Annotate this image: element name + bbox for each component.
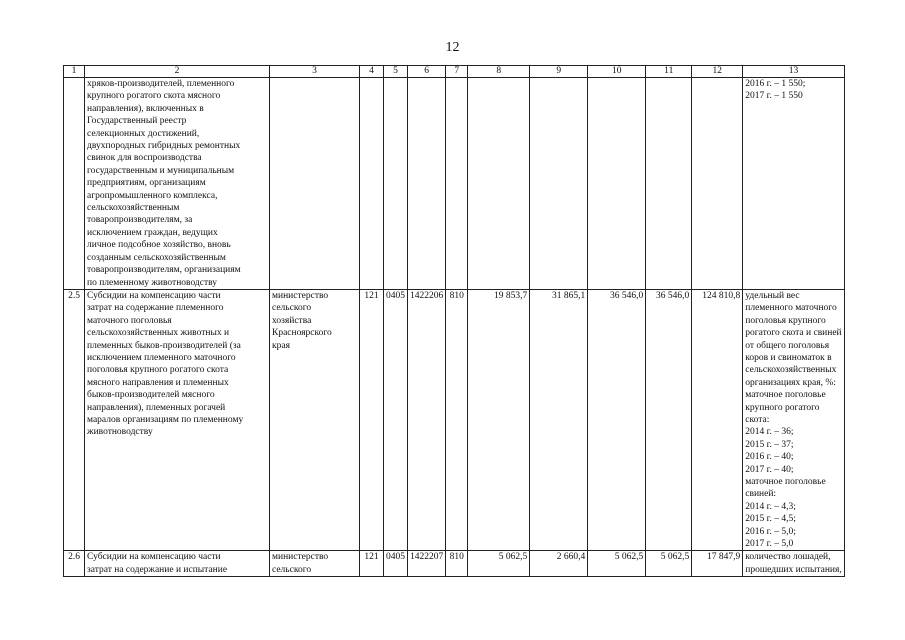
text-line: сельскохозяйственных [745,365,837,376]
text-line: Субсидии на компенсацию части [87,552,221,563]
total-amount-cell: 17 847,9 [692,551,743,577]
code-expense-type-cell: 810 [446,551,468,577]
page-number: 12 [445,40,460,55]
table-row [64,289,845,551]
measure-name-cell [85,289,270,551]
code-target-cell: 1422206 [408,289,446,551]
column-header: 3 [270,66,360,78]
text-line: товаропроизводителям, за [87,215,193,226]
expected-result-cell [743,551,845,577]
text-line: товаропроизводителям, организациям [87,265,241,276]
administrator-cell [270,289,360,551]
text-line: исключением племенного маточного [87,352,236,363]
row-number-cell [64,78,85,290]
text-line: маточное поголовье [745,477,826,487]
amount-cell: 5 062,5 [646,551,692,577]
text-line: количество лошадей, [745,552,831,563]
text-line: крупного рогатого скота мясного [87,91,221,102]
text-line: Государственный реестр [87,116,187,127]
column-header: 8 [468,66,530,78]
text-line: затрат на содержание и испытание [87,564,228,575]
text-line: исключением граждан, ведущих [87,227,218,238]
text-line: двухпородных гибридных ремонтных [87,141,241,152]
text-line: 2017 г. – 5,0 [745,539,794,550]
text-line: быков-производителей мясного [87,390,215,401]
text-line: крупного рогатого [745,402,820,413]
column-header: 10 [588,66,646,78]
text-line: поголовья крупного [745,315,826,326]
code-section-cell: 0405 [384,289,408,551]
administrator-cell [270,551,360,577]
expected-result-cell [743,78,845,290]
text-line: 2015 г. – 37; [745,439,794,450]
measure-name-cell [85,78,270,290]
text-line: прошедших испытания, [745,564,842,575]
amount-cell: 36 546,0 [646,289,692,551]
text-line: маточное поголовье [745,390,826,401]
code-grbs-cell: 121 [360,289,384,551]
amount-cell: 31 865,1 [530,289,588,551]
text-line: рогатого скота и свиней [745,328,842,339]
amount-cell: 5 062,5 [588,551,646,577]
text-line: скота: [745,414,770,425]
text-line: удельный вес [745,290,800,301]
column-header: 12 [692,66,743,78]
text-line: государственным и муниципальным [87,165,235,176]
program-table [63,65,845,577]
amount-cell [588,78,646,290]
text-line: личное подсобное хозяйство, вновь [87,240,231,251]
table-row [64,551,845,577]
text-line: Субсидии на компенсацию части [87,290,221,301]
column-header: 9 [530,66,588,78]
amount-cell [530,78,588,290]
expected-result-cell [743,289,845,551]
text-line: 2016 г. – 1 550; [745,79,806,89]
column-header: 13 [743,66,845,78]
text-line: племенного маточного [745,303,837,314]
amount-cell: 5 062,5 [468,551,530,577]
amount-cell [468,78,530,290]
code-expense-type-cell [446,78,468,290]
text-line: коров и свиноматок в [745,352,832,363]
table-body [64,78,845,577]
code-target-cell [408,78,446,290]
text-line: направления), племенных рогачей [87,402,226,413]
amount-cell: 36 546,0 [588,289,646,551]
text-line: созданным сельскохозяйственным [87,252,226,263]
amount-cell: 2 660,4 [530,551,588,577]
column-header: 4 [360,66,384,78]
text-line: 2017 г. – 1 550 [745,91,803,102]
text-line: по племенному животноводству [87,277,218,288]
table-header-row [64,66,845,78]
administrator-cell [270,78,360,290]
text-line: сельского [272,564,312,575]
measure-name-cell [85,551,270,577]
text-line: министерство [272,552,329,563]
column-header: 11 [646,66,692,78]
column-header: 7 [446,66,468,78]
code-grbs-cell: 121 [360,551,384,577]
text-line: свинок для воспроизводства [87,153,202,164]
text-line: хряков-производителей, племенного [87,79,235,89]
total-amount-cell [692,78,743,290]
text-line: предприятиям, организациям [87,178,206,189]
text-line: Красноярского [272,328,332,339]
text-line: свиней: [745,489,777,500]
text-line: 2016 г. – 40; [745,452,794,463]
column-header: 2 [85,66,270,78]
code-grbs-cell [360,78,384,290]
code-section-cell: 0405 [384,551,408,577]
text-line: хозяйства [272,315,312,326]
row-number-cell: 2.6 [64,551,85,577]
code-expense-type-cell: 810 [446,289,468,551]
text-line: маточного поголовья [87,315,172,326]
text-line: края [272,340,290,351]
total-amount-cell: 124 810,8 [692,289,743,551]
text-line: 2017 г. – 40; [745,464,794,475]
amount-cell [646,78,692,290]
text-line: министерство [272,290,329,301]
text-line: сельскохозяйственным [87,203,180,214]
column-header: 6 [408,66,446,78]
text-line: маралов организациям по племенному [87,414,244,425]
text-line: направления), включенных в [87,103,204,114]
row-number-cell: 2.5 [64,289,85,551]
text-line: селекционных достижений, [87,128,200,139]
text-line: животноводству [87,427,153,438]
text-line: поголовья крупного рогатого скота [87,365,229,376]
text-line: сельскохозяйственных животных и [87,328,230,339]
code-target-cell: 1422207 [408,551,446,577]
text-line: племенных быков-производителей (за [87,340,241,351]
text-line: 2015 г. – 4,5; [745,514,796,525]
column-header: 1 [64,66,85,78]
text-line: агропромышленного комплекса, [87,190,218,201]
text-line: организациях края, %: [745,377,836,388]
column-header: 5 [384,66,408,78]
text-line: затрат на содержание племенного [87,303,224,314]
amount-cell: 19 853,7 [468,289,530,551]
text-line: 2016 г. – 5,0; [745,526,796,537]
text-line: 2014 г. – 4,3; [745,501,796,512]
text-line: от общего поголовья [745,340,830,351]
table-row [64,78,845,290]
text-line: сельского [272,303,312,314]
text-line: 2014 г. – 36; [745,427,794,438]
code-section-cell [384,78,408,290]
text-line: мясного направления и племенных [87,377,229,388]
